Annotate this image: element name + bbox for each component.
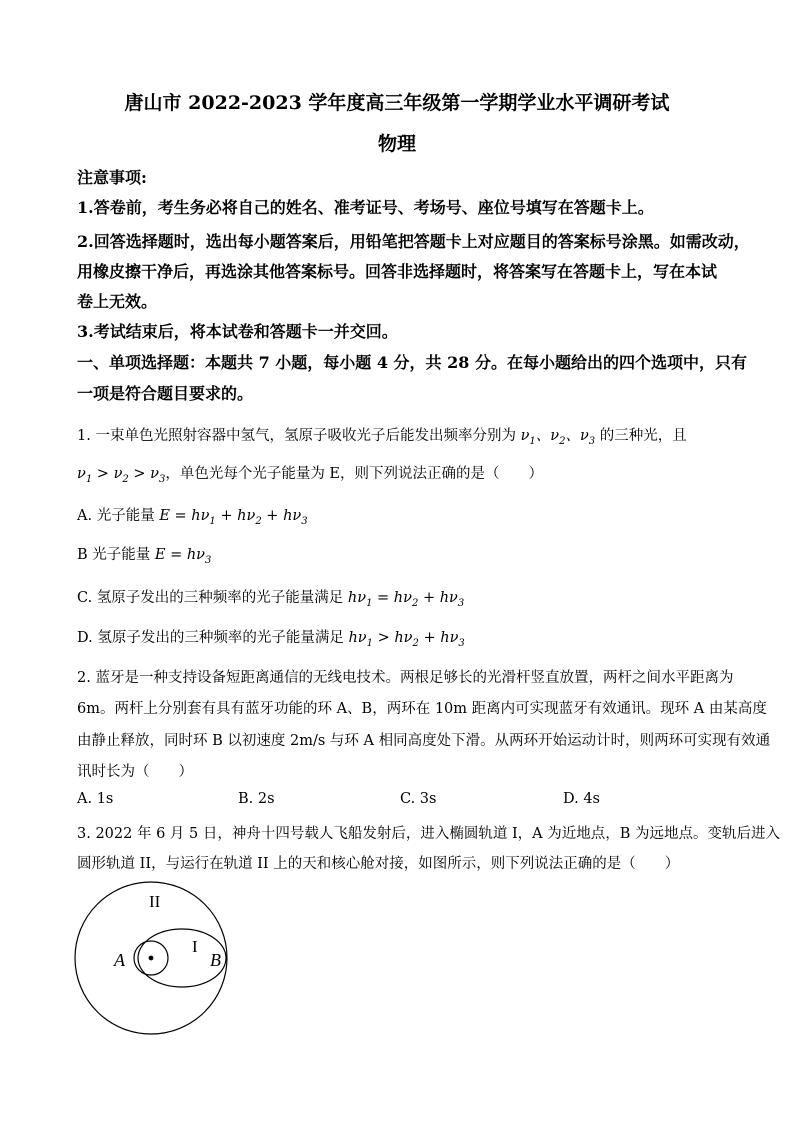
notice-item-1: 1.答卷前，考生务必将自己的姓名、准考证号、考场号、座位号填写在答题卡上。 [77,198,654,217]
q1-option-b: B 光子能量 $E = h\nu_3$ [77,547,212,566]
q1-stem-line-1: 1. 一束单色光照射容器中氢气，氢原子吸收光子后能发出频率分别为 $\nu_1$、$\nu_2$、$\nu_3$ 的三种光，且 [77,428,687,447]
section-1-line-1: 一、单项选择题：本题共 7 小题，每小题 4 分，共 28 分。在每小题给出的四个选项中，只有 [77,353,747,372]
q3-stem-line-1: 3. 2022 年 6 月 5 日，神舟十四号载人飞船发射后，进入椭圆轨道 I，A 为近地点，B 为远地点。变轨后进入 [77,826,781,842]
q2-option-c: C. 3s [400,791,437,807]
q2-stem-line-2: 6m。两杆上分别套有具有蓝牙功能的环 A、B，两环在 10m 距离内可实现蓝牙有效通讯。现环 A 由某高度 [77,701,767,717]
frequency-symbols: $\nu_1$、$\nu_2$、$\nu_3$ [520,428,596,447]
q2-stem-line-4: 讯时长为（ ） [77,764,193,780]
q2-option-a: A. 1s [77,791,114,807]
section-1-line-2: 一项是符合题目要求的。 [77,384,254,403]
notice-item-3: 3.考试结束后，将本试卷和答题卡一并交回。 [77,322,398,341]
q1-stem-line-2: $\nu_1 > \nu_2 > \nu_3$，单色光每个光子能量为 E，则下列说法正确的是（ ） [77,466,544,485]
q1-option-d: D. 氢原子发出的三种频率的光子能量满足 $h\nu_1 > h\nu_2 + h\nu_3$ [77,630,465,649]
q1-option-c: C. 氢原子发出的三种频率的光子能量满足 $h\nu_1 = h\nu_2 + h\nu_3$ [77,590,465,609]
notice-item-2-line-3: 卷上无效。 [77,292,158,311]
q1-formula-b: $E = h\nu_3$ [154,547,212,566]
subject-title: 物理 [377,133,416,155]
q1-formula-a: $E = h\nu_1 + h\nu_2 + h\nu_3$ [159,508,308,527]
earth-center-dot [149,956,154,961]
point-b-label: B [210,950,221,970]
orbit-i-label: I [192,937,198,956]
q2-stem-line-1: 2. 蓝牙是一种支持设备短距离通信的无线电技术。两根足够长的光滑杆竖直放置，两杆之间水平距离为 [77,670,734,686]
q2-stem-line-3: 由静止释放，同时环 B 以初速度 2m/s 与环 A 相同高度处下滑。从两环开始运动计时，则两环可实现有效通 [77,733,771,749]
notice-heading: 注意事项: [77,168,147,187]
point-a-label: A [114,950,125,970]
frequency-inequality: $\nu_1 > \nu_2 > \nu_3$ [77,466,166,485]
q1-formula-c: $h\nu_1 = h\nu_2 + h\nu_3$ [347,590,465,609]
orbit-ii-label: II [149,892,161,911]
q1-option-a: A. 光子能量 $E = h\nu_1 + h\nu_2 + h\nu_3$ [77,508,308,527]
q1-formula-d: $h\nu_1 > h\nu_2 + h\nu_3$ [348,630,465,649]
exam-title: 唐山市 2022-2023 学年度高三年级第一学期学业水平调研考试 [124,92,670,114]
orbit-diagram [60,880,260,1050]
q2-option-d: D. 4s [563,791,600,807]
notice-item-2-line-1: 2.回答选择题时，选出每小题答案后，用铅笔把答题卡上对应题目的答案标号涂黑。如需改动， [77,232,750,251]
q2-option-b: B. 2s [238,791,275,807]
notice-item-2-line-2: 用橡皮擦干净后，再选涂其他答案标号。回答非选择题时，将答案写在答题卡上，写在本试 [77,262,718,281]
q3-stem-line-2: 圆形轨道 II，与运行在轨道 II 上的天和核心舱对接，如图所示，则下列说法正确的是（ ） [77,856,680,872]
